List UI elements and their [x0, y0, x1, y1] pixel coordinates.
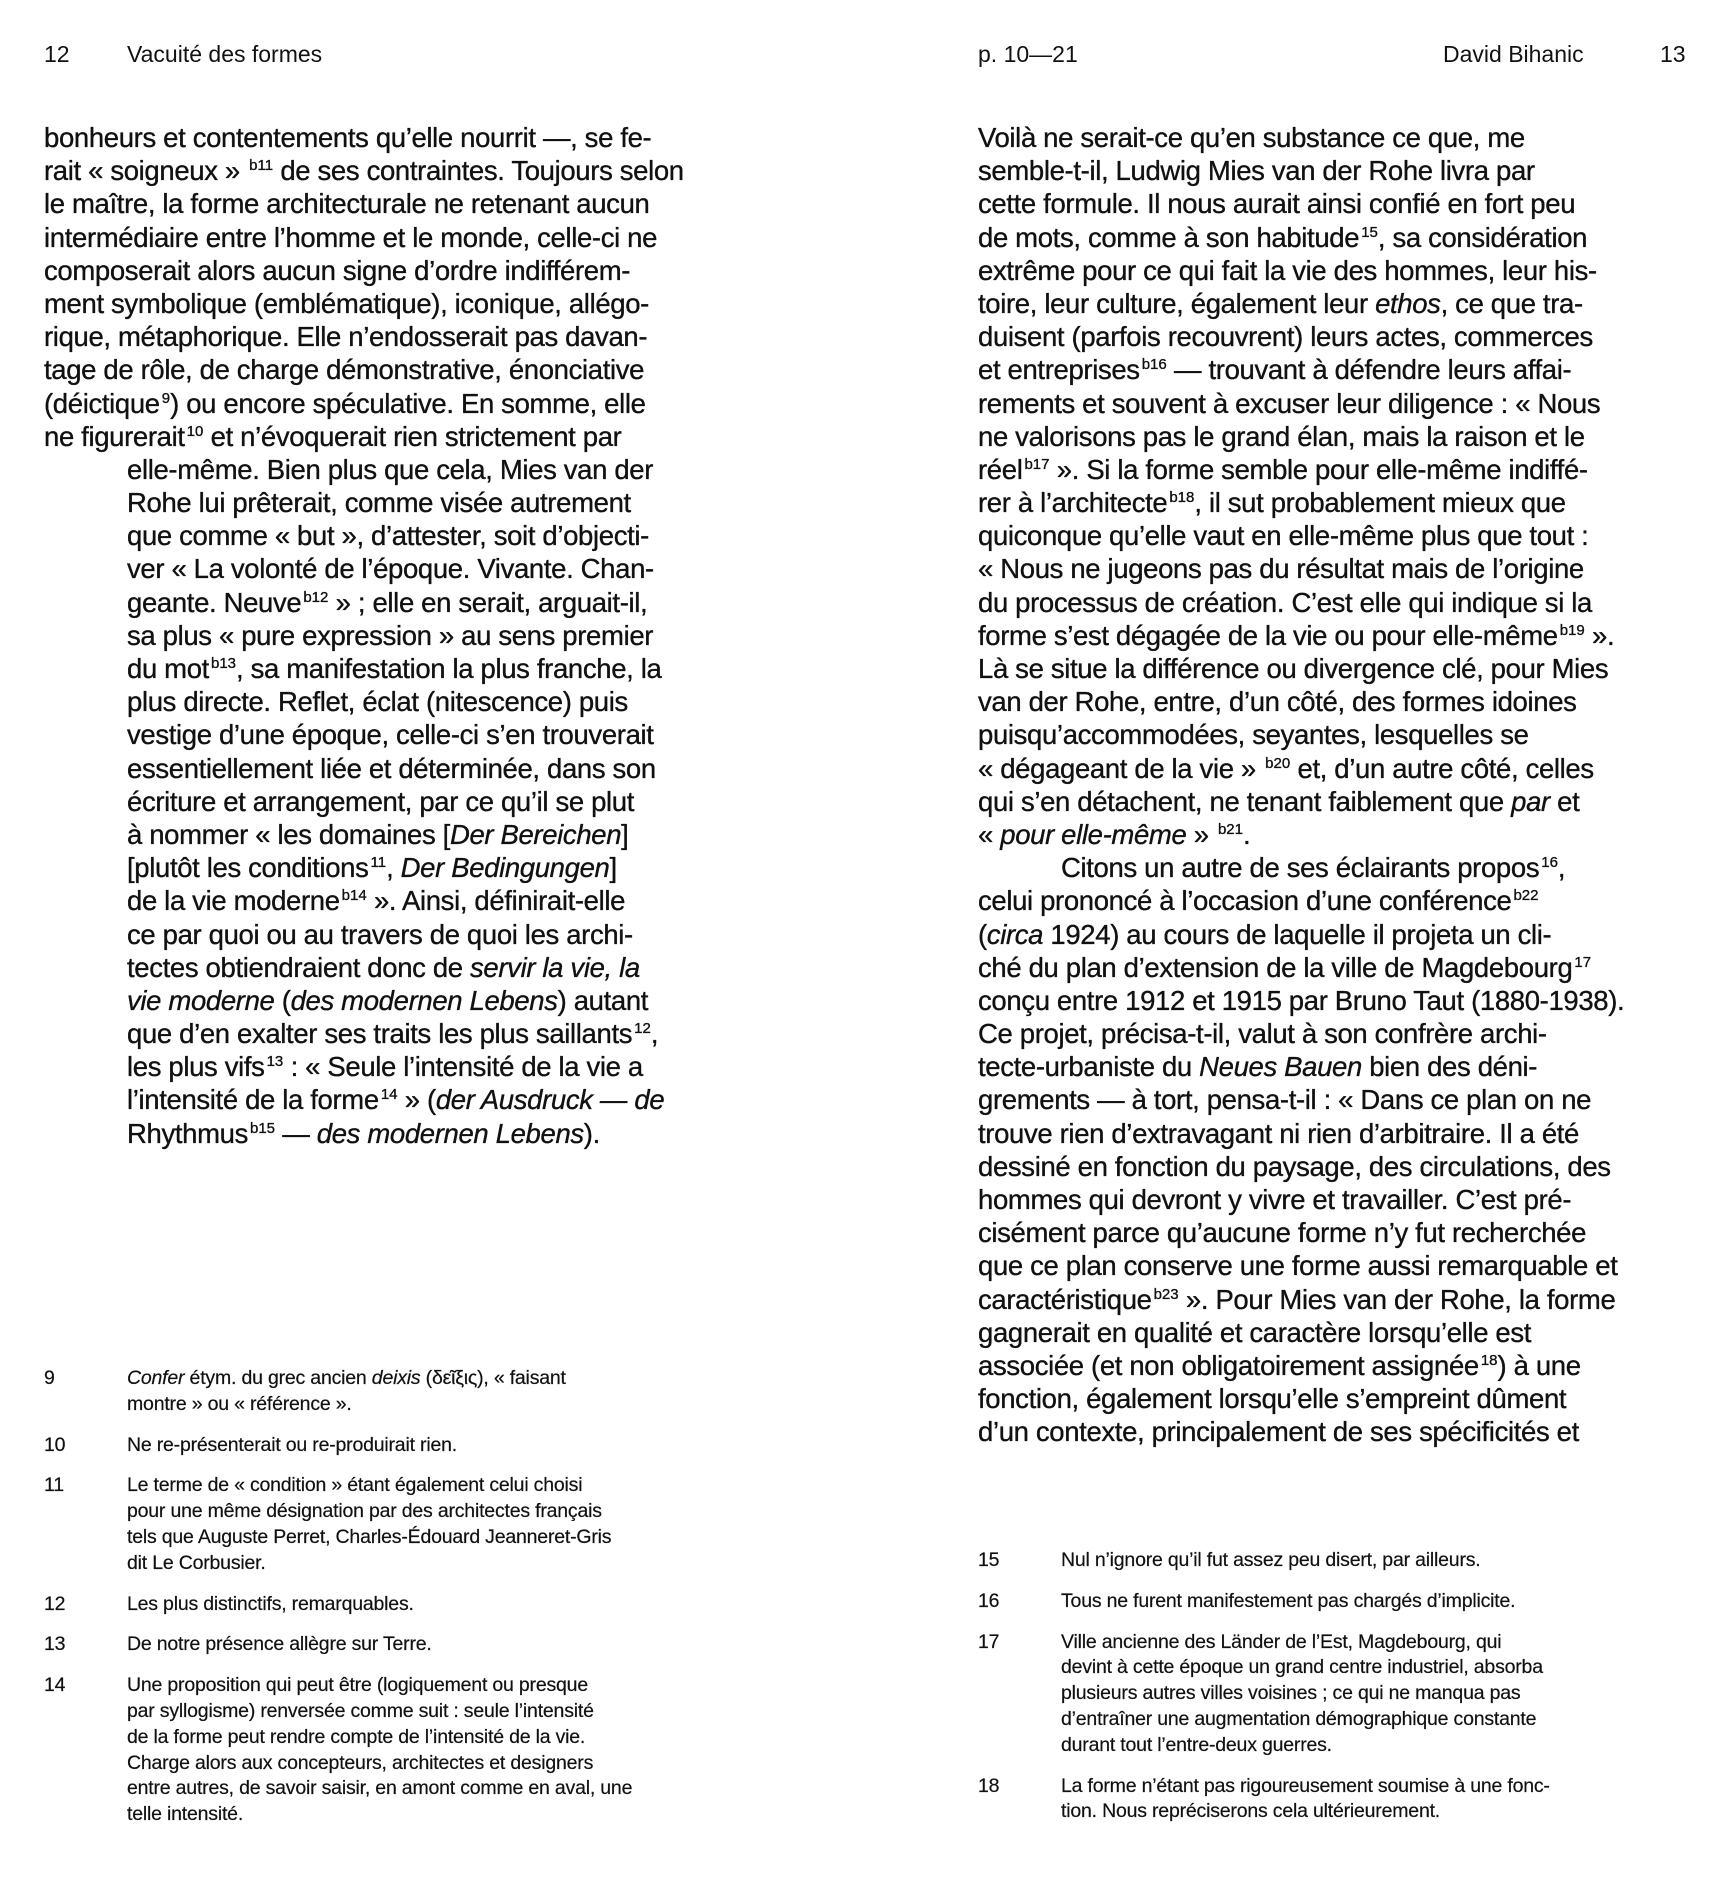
footnote-text — [127, 1592, 414, 1618]
author-name: David Bihanic — [1443, 41, 1584, 67]
text-line: vie moderne (des modernen Lebens) autant — [127, 984, 649, 1016]
note-reference: b20 — [1265, 754, 1291, 772]
footnote-line: Charge alors aux concepteurs, architectes et designers — [127, 1751, 594, 1774]
footnote-number: 14 — [44, 1674, 66, 1697]
note-reference: 13 — [266, 1053, 284, 1071]
text-line: fonction, également lorsqu’elle s’empreint dûment — [978, 1383, 1567, 1415]
text-line: le maître, la forme architecturale ne retenant aucun — [44, 188, 650, 220]
right-column-text — [978, 121, 1624, 1449]
note-reference: 10 — [186, 422, 204, 440]
text-line: semble-t-il, Ludwig Mies van der Rohe livra par — [978, 155, 1535, 187]
note-reference: b13 — [210, 655, 237, 672]
text-line: ment symbolique (emblématique), iconique, allégo- — [44, 287, 649, 319]
footnote — [44, 1366, 632, 1418]
note-reference: b19 — [1559, 621, 1585, 639]
text-line: ne figurerait $^{10}$ et n’évoquerait rien strictement par — [44, 420, 622, 452]
text-line: puisqu’accommodées, seyantes, lesquelles se — [978, 719, 1529, 751]
note-reference: 9 — [161, 389, 171, 407]
footnote-number: 9 — [44, 1367, 55, 1389]
text-line: Rhythmus $^{b15}$ — des modernen Lebens). — [127, 1117, 600, 1149]
footnote-line: Tous ne furent manifestement pas chargés d’implicite. — [1061, 1589, 1516, 1612]
left-column-text — [44, 121, 684, 1150]
footnote-text — [127, 1433, 457, 1459]
text-line: Citons un autre de ses éclairants propos $^{16}$, — [1061, 852, 1566, 884]
note-reference: b18 — [1169, 489, 1195, 507]
text-line: du mot $^{b13}$, sa manifestation la plus franche, la — [127, 653, 662, 684]
text-line: de la vie moderne $^{b14}$ ». Ainsi, définirait-elle — [127, 885, 626, 917]
text-line: « Nous ne jugeons pas du résultat mais de l’origine — [978, 553, 1584, 585]
text-line: trouve rien d’extravagant ni rien d’arbitraire. Il a été — [978, 1117, 1580, 1149]
text-line: [plutôt les conditions $^{11}$, Der Bedingungen] — [127, 852, 617, 884]
footnote-line: durant tout l’entre-deux guerres. — [1061, 1733, 1332, 1756]
note-reference: 12 — [634, 1020, 651, 1038]
footnote-text — [127, 1632, 432, 1658]
text-line: réel $^{b17}$ ». Si la forme semble pour elle-même indiffé- — [978, 453, 1588, 485]
text-line: forme s’est dégagée de la vie ou pour elle-même $^{b19}$ ». — [978, 619, 1615, 651]
text-line: « dégageant de la vie » $^{b20}$ et, d’un autre côté, celles — [978, 752, 1594, 784]
footnote-text — [1061, 1589, 1515, 1615]
text-line: écriture et arrangement, par ce qu’il se plut — [127, 785, 635, 817]
footnote — [44, 1592, 632, 1618]
footnote-line: La forme n’étant pas rigoureusement soumise à une fonc- — [1061, 1774, 1550, 1797]
text-line: Là se situe la différence ou divergence clé, pour Mies — [978, 653, 1609, 684]
note-reference: b22 — [1513, 887, 1539, 905]
text-line: ver « La volonté de l’époque. Vivante. Chan- — [127, 553, 654, 585]
note-reference: b15 — [250, 1119, 276, 1137]
footnote-text — [127, 1473, 611, 1576]
text-line: gagnerait en qualité et caractère lorsqu’elle est — [978, 1316, 1532, 1348]
text-line: tectes obtiendraient donc de servir la vie, la — [127, 951, 640, 983]
text-line: tage de rôle, de charge démonstrative, énonciative — [44, 354, 645, 386]
note-reference: 15 — [1361, 223, 1378, 241]
note-reference: b17 — [1024, 455, 1050, 473]
text-line: plus directe. Reflet, éclat (nitescence) puis — [127, 686, 628, 718]
text-line: elle-même. Bien plus que cela, Mies van der — [127, 453, 654, 485]
text-line: duisent (parfois recouvrent) leurs actes, commerces — [978, 321, 1593, 353]
footnote-line: Ne re-présenterait ou re-produirait rien. — [127, 1433, 457, 1456]
footnote-line: pour une même désignation par des architectes français — [127, 1500, 602, 1523]
text-line: essentiellement liée et déterminée, dans son — [127, 752, 656, 784]
text-line: cisément parce qu’aucune forme n’y fut recherchée — [978, 1217, 1587, 1249]
text-line: (circa 1924) au cours de laquelle il projeta un cli- — [978, 918, 1552, 950]
text-line: que comme « but », d’attester, soit d’objecti- — [127, 520, 649, 552]
footnote-line: Les plus distinctifs, remarquables. — [127, 1592, 414, 1615]
note-reference: 11 — [370, 854, 387, 872]
footnote-text — [1061, 1630, 1543, 1759]
footnote-line: De notre présence allègre sur Terre. — [127, 1633, 432, 1656]
text-line: ne valorisons pas le grand élan, mais la raison et le — [978, 420, 1585, 452]
footnote — [44, 1673, 632, 1828]
note-reference: b16 — [1141, 356, 1167, 374]
note-reference: b23 — [1153, 1285, 1179, 1303]
text-line: celui prononcé à l’occasion d’une conférence $^{b22}$ — [978, 885, 1539, 917]
text-line: ce par quoi ou au travers de quoi les archi- — [127, 918, 633, 950]
note-reference: b21 — [1217, 820, 1243, 838]
note-reference: b14 — [341, 887, 367, 905]
text-line: Rohe lui prêterait, comme visée autrement — [127, 487, 631, 519]
text-line: conçu entre 1912 et 1915 par Bruno Taut (1880-1938). — [978, 984, 1625, 1016]
footnote-number: 11 — [44, 1474, 64, 1497]
text-line: du processus de création. C’est elle qui indique si la — [978, 586, 1592, 618]
note-reference: 17 — [1574, 953, 1592, 971]
note-reference: b12 — [303, 588, 329, 606]
footnote-text — [127, 1673, 632, 1828]
text-line: rait « soigneux » $^{b11}$ de ses contraintes. Toujours selon — [44, 155, 684, 187]
text-line: cette formule. Il nous aurait ainsi confié en fort peu — [978, 188, 1576, 220]
text-line: que ce plan conserve une forme aussi remarquable et — [978, 1250, 1618, 1282]
footnote-line: plusieurs autres villes voisines ; ce qui ne manqua pas — [1061, 1682, 1521, 1705]
text-line: quiconque qu’elle vaut en elle-même plus que tout : — [978, 520, 1589, 552]
text-line: associée (et non obligatoirement assignée $^{18}$) à une — [978, 1349, 1581, 1381]
text-line: vestige d’une époque, celle-ci s’en trouverait — [127, 719, 654, 751]
note-reference: b11 — [249, 157, 274, 175]
text-line: grements — à tort, pensa-t-il : « Dans ce plan on ne — [978, 1084, 1592, 1116]
footnote-text — [1061, 1774, 1550, 1826]
footnote-line: devint à cette époque un grand centre industriel, absorba — [1061, 1656, 1543, 1679]
footnote-text — [1061, 1548, 1481, 1574]
left-running-title: Vacuité des formes — [127, 41, 323, 67]
footnote — [978, 1630, 1550, 1759]
footnote-text — [127, 1366, 566, 1418]
text-line: toire, leur culture, également leur ethos, ce que tra- — [978, 287, 1583, 319]
note-reference: 16 — [1541, 854, 1558, 872]
text-line: sa plus « pure expression » au sens premier — [127, 619, 654, 651]
text-line: de mots, comme à son habitude $^{15}$, sa considération — [978, 221, 1588, 253]
text-line: hommes qui devront y vivre et travailler. C’est pré- — [978, 1184, 1572, 1215]
footnote — [978, 1589, 1550, 1615]
note-reference: 18 — [1480, 1351, 1498, 1369]
text-line: et entreprises $^{b16}$ — trouvant à défendre leurs affai- — [978, 354, 1572, 386]
text-line: rer à l’architecte $^{b18}$, il sut probablement mieux que — [978, 487, 1566, 519]
text-line: les plus vifs $^{13}$ : « Seule l’intensité de la vie a — [127, 1051, 643, 1083]
text-line: tecte-urbaniste du Neues Bauen bien des déni- — [978, 1051, 1538, 1083]
left-footnotes — [44, 1366, 632, 1843]
footnote-line: Nul n’ignore qu’il fut assez peu disert, par ailleurs. — [1061, 1549, 1481, 1571]
right-page-number: 13 — [1660, 41, 1686, 67]
footnote-line: Ville ancienne des Länder de l’Est, Magdebourg, qui — [1061, 1630, 1502, 1653]
text-line: caractéristique $^{b23}$ ». Pour Mies van der Rohe, la forme — [978, 1283, 1616, 1315]
footnote-line: Une proposition qui peut être (logiquement ou presque — [127, 1674, 588, 1697]
left-page-number: 12 — [44, 41, 70, 67]
footnote-number: 16 — [978, 1589, 1000, 1612]
footnote-number: 13 — [44, 1633, 66, 1656]
footnote-number: 17 — [978, 1630, 1000, 1653]
footnote-number: 12 — [44, 1592, 66, 1615]
footnote-line: par syllogisme) renversée comme suit : seule l’intensité — [127, 1699, 594, 1722]
text-line: rements et souvent à excuser leur diligence : « Nous — [978, 387, 1601, 419]
text-line: dessiné en fonction du paysage, des circulations, des — [978, 1150, 1611, 1182]
footnote — [978, 1548, 1550, 1574]
right-footnotes — [978, 1548, 1550, 1840]
text-line: intermédiaire entre l’homme et le monde, celle-ci ne — [44, 221, 658, 253]
text-line: composerait alors aucun signe d’ordre indifférem- — [44, 254, 631, 286]
footnote — [44, 1433, 632, 1459]
footnote-line: montre » ou « référence ». — [127, 1392, 352, 1415]
page-range: p. 10—21 — [978, 41, 1078, 67]
text-line: (déictique $^9$) ou encore spéculative. En somme, elle — [44, 387, 646, 419]
footnote-line: tels que Auguste Perret, Charles-Édouard Jeanneret-Gris — [127, 1525, 612, 1548]
text-line: l’intensité de la forme $^{14}$ » (der Ausdruck — de — [127, 1084, 665, 1116]
text-line: à nommer « les domaines [Der Bereichen] — [127, 818, 629, 850]
footnote-line: Le terme de « condition » étant également celui choisi — [127, 1474, 583, 1497]
text-line: Ce projet, précisa-t-il, valut à son confrère archi- — [978, 1018, 1547, 1050]
footnote — [978, 1774, 1550, 1826]
footnote-number: 15 — [978, 1549, 1000, 1571]
text-line: rique, métaphorique. Elle n’endosserait pas davan- — [44, 321, 648, 353]
text-line: que d’en exalter ses traits les plus saillants $^{12}$, — [127, 1018, 659, 1050]
text-line: van der Rohe, entre, d’un côté, des formes idoines — [978, 686, 1577, 718]
footnote-number: 18 — [978, 1774, 1000, 1797]
footnote-line: dit Le Corbusier. — [127, 1551, 266, 1574]
text-line: ché du plan d’extension de la ville de Magdebourg $^{17}$ — [978, 951, 1592, 983]
footnote-line: entre autres, de savoir saisir, en amont comme en aval, une — [127, 1777, 633, 1800]
footnote-line: telle intensité. — [127, 1803, 244, 1826]
footnote-line: d’entraîner une augmentation démographique constante — [1061, 1707, 1537, 1730]
footnote — [44, 1632, 632, 1658]
text-line: « pour elle-même » $^{b21}$. — [978, 818, 1251, 850]
footnote-number: 10 — [44, 1433, 66, 1456]
footnote-line: Confer étym. du grec ancien deixis (δεῖξις), « faisant — [127, 1367, 566, 1389]
footnote — [44, 1473, 632, 1576]
text-line: extrême pour ce qui fait la vie des hommes, leur his- — [978, 254, 1597, 286]
footnote-line: de la forme peut rendre compte de l’intensité de la vie. — [127, 1725, 586, 1748]
text-line: qui s’en détachent, ne tenant faiblement que par et — [978, 785, 1580, 817]
footnote-line: tion. Nous repréciserons cela ultérieurement. — [1061, 1800, 1441, 1823]
text-line: Voilà ne serait-ce qu’en substance ce que, me — [978, 122, 1525, 153]
text-line: d’un contexte, principalement de ses spécificités et — [978, 1416, 1579, 1448]
note-reference: 14 — [380, 1086, 398, 1104]
text-line: bonheurs et contentements qu’elle nourrit —, se fe- — [44, 122, 652, 153]
text-line: geante. Neuve $^{b12}$ » ; elle en serait, arguait-il, — [127, 586, 648, 618]
